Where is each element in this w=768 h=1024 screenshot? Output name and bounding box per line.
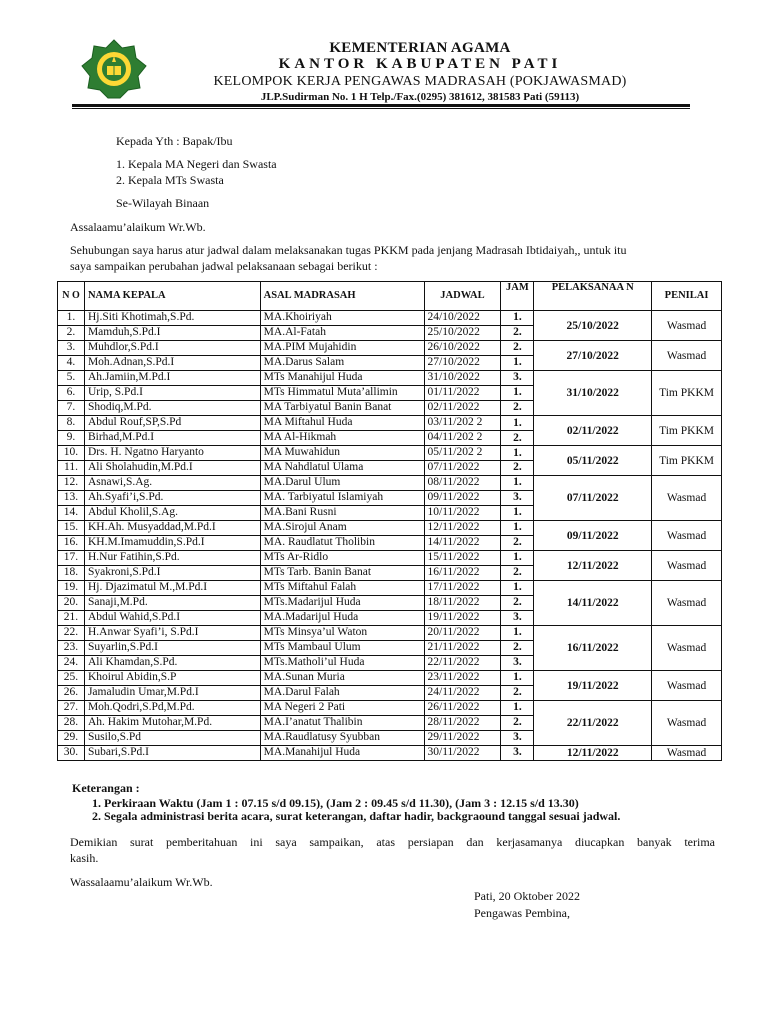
table-header-row <box>58 282 722 311</box>
assessor: Wasmad <box>652 521 722 551</box>
session-number: 1. <box>501 506 534 521</box>
recipient-item: 2. Kepala MTs Swasta <box>116 173 224 187</box>
row-number: 22. <box>58 626 85 641</box>
row-number: 21. <box>58 611 85 626</box>
row-number: 3. <box>58 341 85 356</box>
principal-name: H.Anwar Syafi’i, S.Pd.I <box>84 626 260 641</box>
principal-name: Ali Sholahudin,M.Pd.I <box>84 461 260 476</box>
principal-name: Ah. Hakim Mutohar,M.Pd. <box>84 716 260 731</box>
schedule-date: 05/11/202 2 <box>424 446 501 461</box>
session-number: 1. <box>501 446 534 461</box>
session-number: 1. <box>501 671 534 686</box>
row-number: 28. <box>58 716 85 731</box>
note-item: 2. Segala administrasi berita acara, surat keterangan, daftar hadir, backgraound tanggal sesuai jadwal. <box>92 809 621 823</box>
schedule-date: 25/10/2022 <box>424 326 501 341</box>
table-row <box>58 476 722 491</box>
schedule-date: 29/11/2022 <box>424 731 501 746</box>
principal-name: Ali Khamdan,S.Pd. <box>84 656 260 671</box>
principal-name: H.Nur Fatihin,S.Pd. <box>84 551 260 566</box>
row-number: 5. <box>58 371 85 386</box>
implementation-date: 02/11/2022 <box>534 416 652 446</box>
column-header-penilai: PENILAI <box>652 282 722 311</box>
principal-name: Drs. H. Ngatno Haryanto <box>84 446 260 461</box>
schedule-date: 30/11/2022 <box>424 746 501 761</box>
madrasah-name: MA.Madarijul Huda <box>260 611 424 626</box>
row-number: 2. <box>58 326 85 341</box>
madrasah-name: MA Nahdlatul Ulama <box>260 461 424 476</box>
session-number: 2. <box>501 566 534 581</box>
implementation-date: 27/10/2022 <box>534 341 652 371</box>
schedule-date: 18/11/2022 <box>424 596 501 611</box>
madrasah-name: MA.I’anatut Thalibin <box>260 716 424 731</box>
madrasah-name: MA.Bani Rusni <box>260 506 424 521</box>
schedule-date: 07/11/2022 <box>424 461 501 476</box>
schedule-date: 26/11/2022 <box>424 701 501 716</box>
recipient-area: Se-Wilayah Binaan <box>116 196 210 210</box>
notes-title: Keterangan : <box>72 781 140 795</box>
principal-name: Khoirul Abidin,S.P <box>84 671 260 686</box>
intro-text: Sehubungan saya harus atur jadwal dalam melaksanakan tugas PKKM pada jenjang Madrasah Ibtidaiyah,, untuk itu <box>70 243 627 257</box>
assessor: Wasmad <box>652 311 722 341</box>
table-row <box>58 416 722 431</box>
assessor: Wasmad <box>652 671 722 701</box>
session-number: 2. <box>501 716 534 731</box>
principal-name: Mamduh,S.Pd.I <box>84 326 260 341</box>
madrasah-name: MTs Minsya’ul Waton <box>260 626 424 641</box>
session-number: 3. <box>501 731 534 746</box>
table-row <box>58 446 722 461</box>
schedule-date: 19/11/2022 <box>424 611 501 626</box>
session-number: 1. <box>501 356 534 371</box>
row-number: 10. <box>58 446 85 461</box>
principal-name: Abdul Wahid,S.Pd.I <box>84 611 260 626</box>
row-number: 25. <box>58 671 85 686</box>
assessor: Tim PKKM <box>652 371 722 416</box>
madrasah-name: MA. Tarbiyatul Islamiyah <box>260 491 424 506</box>
closing-text: Demikian surat pemberitahuan ini saya sampaikan, atas persiapan dan kerjasamanya diucapkan banyak terima <box>70 835 715 849</box>
madrasah-name: MA.Darul Falah <box>260 686 424 701</box>
session-number: 3. <box>501 611 534 626</box>
madrasah-name: MA.Khoiriyah <box>260 311 424 326</box>
schedule-date: 26/10/2022 <box>424 341 501 356</box>
table-row <box>58 581 722 596</box>
madrasah-name: MTs Ar-Ridlo <box>260 551 424 566</box>
madrasah-name: MTs Miftahul Falah <box>260 581 424 596</box>
implementation-date: 19/11/2022 <box>534 671 652 701</box>
office-address: JLP.Sudirman No. 1 H Telp./Fax.(0295) 381612, 381583 Pati (59113) <box>260 91 580 103</box>
schedule-date: 27/10/2022 <box>424 356 501 371</box>
row-number: 6. <box>58 386 85 401</box>
madrasah-name: MA Muwahidun <box>260 446 424 461</box>
session-number: 3. <box>501 491 534 506</box>
schedule-date: 09/11/2022 <box>424 491 501 506</box>
office-name: KANTOR KABUPATEN PATI <box>278 56 562 72</box>
schedule-date: 02/11/2022 <box>424 401 501 416</box>
session-number: 1. <box>501 581 534 596</box>
madrasah-name: MA Al-Hikmah <box>260 431 424 446</box>
madrasah-name: MA.Sunan Muria <box>260 671 424 686</box>
session-number: 1. <box>501 476 534 491</box>
row-number: 16. <box>58 536 85 551</box>
implementation-date: 14/11/2022 <box>534 581 652 626</box>
session-number: 1. <box>501 701 534 716</box>
schedule-date: 17/11/2022 <box>424 581 501 596</box>
session-number: 3. <box>501 656 534 671</box>
assessor: Wasmad <box>652 551 722 581</box>
row-number: 7. <box>58 401 85 416</box>
row-number: 8. <box>58 416 85 431</box>
recipient-line: Kepada Yth : Bapak/Ibu <box>116 134 233 148</box>
column-header-pelaksanaan: PELAKSANAA N <box>534 282 652 311</box>
schedule-date: 23/11/2022 <box>424 671 501 686</box>
session-number: 3. <box>501 371 534 386</box>
schedule-date: 21/11/2022 <box>424 641 501 656</box>
schedule-date: 14/11/2022 <box>424 536 501 551</box>
session-number: 1. <box>501 521 534 536</box>
table-row <box>58 671 722 686</box>
session-number: 1. <box>501 551 534 566</box>
principal-name: Syakroni,S.Pd.I <box>84 566 260 581</box>
madrasah-name: MA.Darul Ulum <box>260 476 424 491</box>
principal-name: KH.M.Imamuddin,S.Pd.I <box>84 536 260 551</box>
closing-text: kasih. <box>70 851 99 865</box>
letterhead-divider-thin <box>72 108 690 109</box>
schedule-date: 20/11/2022 <box>424 626 501 641</box>
row-number: 12. <box>58 476 85 491</box>
principal-name: KH.Ah. Musyaddad,M.Pd.I <box>84 521 260 536</box>
implementation-date: 25/10/2022 <box>534 311 652 341</box>
schedule-date: 22/11/2022 <box>424 656 501 671</box>
schedule-date: 08/11/2022 <box>424 476 501 491</box>
madrasah-name: MA.Darus Salam <box>260 356 424 371</box>
implementation-date: 09/11/2022 <box>534 521 652 551</box>
session-number: 3. <box>501 746 534 761</box>
session-number: 2. <box>501 431 534 446</box>
madrasah-name: MTs Mambaul Ulum <box>260 641 424 656</box>
column-header-asal: ASAL MADRASAH <box>260 282 424 311</box>
session-number: 2. <box>501 686 534 701</box>
schedule-table <box>57 281 722 761</box>
assessor: Wasmad <box>652 341 722 371</box>
schedule-date: 31/10/2022 <box>424 371 501 386</box>
session-number: 2. <box>501 401 534 416</box>
greeting: Assalaamu’alaikum Wr.Wb. <box>70 220 206 234</box>
table-row <box>58 551 722 566</box>
implementation-date: 16/11/2022 <box>534 626 652 671</box>
principal-name: Subari,S.Pd.I <box>84 746 260 761</box>
madrasah-name: MTs Manahijul Huda <box>260 371 424 386</box>
assessor: Wasmad <box>652 476 722 521</box>
ministry-name: KEMENTERIAN AGAMA <box>329 40 511 56</box>
schedule-date: 16/11/2022 <box>424 566 501 581</box>
madrasah-name: MA.Al-Fatah <box>260 326 424 341</box>
madrasah-name: MA.Sirojul Anam <box>260 521 424 536</box>
principal-name: Muhdlor,S.Pd.I <box>84 341 260 356</box>
row-number: 23. <box>58 641 85 656</box>
schedule-date: 01/11/2022 <box>424 386 501 401</box>
row-number: 13. <box>58 491 85 506</box>
row-number: 24. <box>58 656 85 671</box>
session-number: 2. <box>501 341 534 356</box>
assessor: Tim PKKM <box>652 446 722 476</box>
principal-name: Jamaludin Umar,M.Pd.I <box>84 686 260 701</box>
row-number: 26. <box>58 686 85 701</box>
principal-name: Shodiq,M.Pd. <box>84 401 260 416</box>
recipient-item: 1. Kepala MA Negeri dan Swasta <box>116 157 277 171</box>
implementation-date: 31/10/2022 <box>534 371 652 416</box>
session-number: 2. <box>501 326 534 341</box>
schedule-date: 10/11/2022 <box>424 506 501 521</box>
principal-name: Susilo,S.Pd <box>84 731 260 746</box>
implementation-date: 12/11/2022 <box>534 551 652 581</box>
row-number: 15. <box>58 521 85 536</box>
principal-name: Asnawi,S.Ag. <box>84 476 260 491</box>
row-number: 20. <box>58 596 85 611</box>
madrasah-name: MTs Tarb. Banin Banat <box>260 566 424 581</box>
table-row <box>58 746 722 761</box>
assessor: Wasmad <box>652 626 722 671</box>
madrasah-name: MA Miftahul Huda <box>260 416 424 431</box>
principal-name: Ah.Syafi’i,S.Pd. <box>84 491 260 506</box>
assessor: Wasmad <box>652 746 722 761</box>
principal-name: Sanaji,M.Pd. <box>84 596 260 611</box>
session-number: 2. <box>501 536 534 551</box>
assessor: Tim PKKM <box>652 416 722 446</box>
row-number: 18. <box>58 566 85 581</box>
row-number: 14. <box>58 506 85 521</box>
signature-title: Pengawas Pembina, <box>474 906 570 920</box>
note-item: 1. Perkiraan Waktu (Jam 1 : 07.15 s/d 09.15), (Jam 2 : 09.45 s/d 11.30), (Jam 3 : 12.15 s/d 13.30) <box>92 796 579 810</box>
principal-name: Hj.Siti Khotimah,S.Pd. <box>84 311 260 326</box>
principal-name: Hj. Djazimatul M.,M.Pd.I <box>84 581 260 596</box>
principal-name: Abdul Rouf,SP,S.Pd <box>84 416 260 431</box>
column-header-jadwal: JADWAL <box>424 282 501 311</box>
letterhead-divider <box>72 104 690 107</box>
principal-name: Moh.Qodri,S.Pd,M.Pd. <box>84 701 260 716</box>
column-header-no: N O <box>58 282 85 311</box>
row-number: 19. <box>58 581 85 596</box>
working-group-name: KELOMPOK KERJA PENGAWAS MADRASAH (POKJAWASMAD) <box>213 74 627 89</box>
row-number: 29. <box>58 731 85 746</box>
principal-name: Suyarlin,S.Pd.I <box>84 641 260 656</box>
schedule-date: 12/11/2022 <box>424 521 501 536</box>
madrasah-name: MA Tarbiyatul Banin Banat <box>260 401 424 416</box>
madrasah-name: MTs.Madarijul Huda <box>260 596 424 611</box>
implementation-date: 05/11/2022 <box>534 446 652 476</box>
session-number: 1. <box>501 311 534 326</box>
implementation-date: 22/11/2022 <box>534 701 652 746</box>
row-number: 1. <box>58 311 85 326</box>
principal-name: Urip, S.Pd.I <box>84 386 260 401</box>
table-row <box>58 311 722 326</box>
table-row <box>58 371 722 386</box>
schedule-date: 15/11/2022 <box>424 551 501 566</box>
row-number: 27. <box>58 701 85 716</box>
table-row <box>58 341 722 356</box>
session-number: 2. <box>501 641 534 656</box>
implementation-date: 07/11/2022 <box>534 476 652 521</box>
madrasah-name: MA.Raudlatusy Syubban <box>260 731 424 746</box>
session-number: 2. <box>501 461 534 476</box>
closing-salam: Wassalaamu’alaikum Wr.Wb. <box>70 875 213 889</box>
session-number: 1. <box>501 386 534 401</box>
session-number: 1. <box>501 626 534 641</box>
madrasah-name: MA Negeri 2 Pati <box>260 701 424 716</box>
row-number: 30. <box>58 746 85 761</box>
schedule-date: 03/11/202 2 <box>424 416 501 431</box>
schedule-date: 24/10/2022 <box>424 311 501 326</box>
session-number: 2. <box>501 596 534 611</box>
table-row <box>58 626 722 641</box>
schedule-date: 24/11/2022 <box>424 686 501 701</box>
principal-name: Moh.Adnan,S.Pd.I <box>84 356 260 371</box>
madrasah-name: MTs Himmatul Muta’allimin <box>260 386 424 401</box>
row-number: 11. <box>58 461 85 476</box>
implementation-date: 12/11/2022 <box>534 746 652 761</box>
principal-name: Birhad,M.Pd.I <box>84 431 260 446</box>
session-number: 1. <box>501 416 534 431</box>
schedule-date: 28/11/2022 <box>424 716 501 731</box>
table-row <box>58 521 722 536</box>
row-number: 9. <box>58 431 85 446</box>
kemenag-emblem-icon <box>78 38 150 100</box>
row-number: 4. <box>58 356 85 371</box>
assessor: Wasmad <box>652 701 722 746</box>
madrasah-name: MA. Raudlatut Tholibin <box>260 536 424 551</box>
madrasah-name: MA.Manahijul Huda <box>260 746 424 761</box>
signature-place-date: Pati, 20 Oktober 2022 <box>474 889 580 903</box>
madrasah-name: MTs.Matholi’ul Huda <box>260 656 424 671</box>
principal-name: Abdul Kholil,S.Ag. <box>84 506 260 521</box>
intro-text: saya sampaikan perubahan jadwal pelaksanaan sebagai berikut : <box>70 259 378 273</box>
principal-name: Ah.Jamiin,M.Pd.I <box>84 371 260 386</box>
column-header-jam: JAM <box>501 282 534 311</box>
assessor: Wasmad <box>652 581 722 626</box>
row-number: 17. <box>58 551 85 566</box>
table-row <box>58 701 722 716</box>
schedule-date: 04/11/202 2 <box>424 431 501 446</box>
madrasah-name: MA.PIM Mujahidin <box>260 341 424 356</box>
column-header-nama: NAMA KEPALA <box>84 282 260 311</box>
